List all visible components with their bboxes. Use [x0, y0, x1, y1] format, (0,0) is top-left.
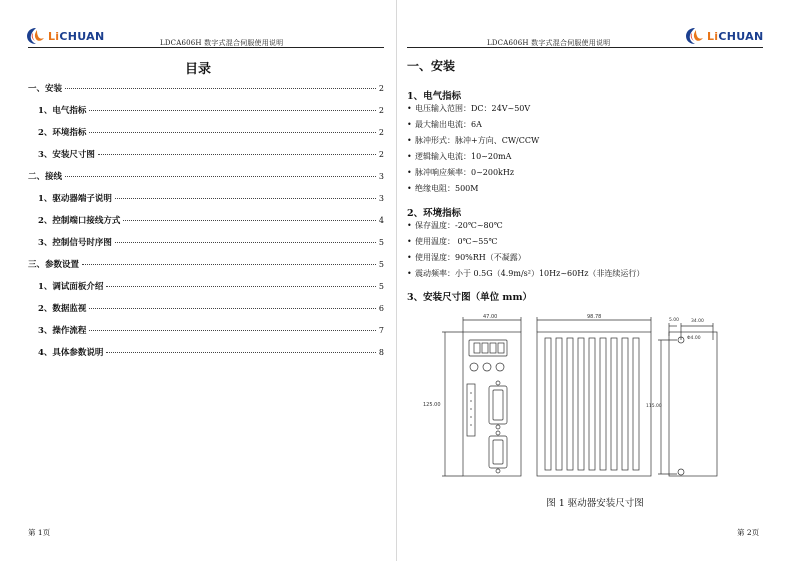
spec-item [407, 101, 539, 117]
toc-entry-label: 1、电气指标 [38, 106, 87, 116]
toc-leader-dots [115, 242, 376, 243]
toc-leader-dots [115, 198, 376, 199]
back-body-outline [669, 332, 717, 476]
heatsink-fin [578, 338, 584, 470]
spec-item-text: 逻辑输入电流：10~20mA [415, 152, 512, 161]
toc-entry[interactable] [28, 82, 384, 104]
lichuan-logo-icon [685, 27, 705, 45]
toc-entry[interactable] [28, 324, 384, 346]
toc-entry-label: 二、接线 [28, 172, 63, 182]
toc-leader-dots [65, 176, 376, 177]
subsection-environment-title: 2、环境指标 [407, 208, 462, 219]
spec-item [407, 266, 644, 282]
display-digit-4 [498, 343, 504, 353]
back-view [658, 323, 717, 476]
toc-entry-label: 一、安装 [28, 84, 63, 94]
heatsink-fin [611, 338, 617, 470]
electrical-spec-list [407, 101, 539, 197]
header-doc-title: LDCA606H 数字式混合伺服使用说明 [160, 39, 284, 47]
spec-item-text: 最大输出电流：6A [415, 120, 482, 129]
bullet-icon: • [407, 253, 412, 262]
bullet-icon: • [407, 237, 412, 246]
toc-entry-page: 4 [378, 216, 384, 225]
toc-entry-page: 5 [378, 260, 384, 269]
bullet-icon: • [407, 104, 412, 113]
back-height-label: 115.00 [646, 404, 662, 409]
page-1 [0, 0, 396, 561]
toc-entry-label: 1、驱动器端子说明 [38, 194, 112, 204]
toc-leader-dots [65, 88, 376, 89]
heatsink-fin [556, 338, 562, 470]
toc-entry[interactable] [28, 236, 384, 258]
display-digit-3 [490, 343, 496, 353]
page-2 [397, 0, 793, 561]
back-offset-label: 5.00 [669, 318, 680, 323]
bullet-icon: • [407, 136, 412, 145]
toc-entry[interactable] [28, 126, 384, 148]
front-body-outline [463, 332, 521, 476]
toc-entry-label: 2、环境指标 [38, 128, 87, 138]
header-doc-title: LDCA606H 数字式混合伺服使用说明 [487, 39, 611, 47]
side-body-outline [537, 332, 651, 476]
toc-entry-label: 3、控制信号时序图 [38, 238, 112, 248]
front-button-1 [470, 363, 478, 371]
heatsink-fin [589, 338, 595, 470]
toc-entry-page: 2 [378, 84, 384, 93]
toc-leader-dots [106, 352, 375, 353]
spec-item-text: 使用湿度：90%RH（不凝露） [415, 253, 526, 262]
logo-text-prefix: Li [48, 29, 60, 43]
toc-entry-label: 4、具体参数说明 [38, 348, 104, 358]
toc-entry-page: 5 [378, 238, 384, 247]
bullet-icon: • [407, 221, 412, 230]
brand-logo [26, 27, 104, 45]
toc-leader-dots [89, 308, 375, 309]
toc-entry-page: 3 [378, 172, 384, 181]
toc-entry[interactable] [28, 258, 384, 280]
toc-entry-page: 5 [378, 282, 384, 291]
display-digit-1 [474, 343, 480, 353]
front-button-3 [496, 363, 504, 371]
header-rule [28, 47, 384, 48]
installation-dimension-drawing [407, 312, 783, 490]
heatsink-fin [567, 338, 573, 470]
back-width-label: 34.00 [691, 319, 704, 324]
spec-item [407, 250, 644, 266]
front-button-2 [483, 363, 491, 371]
spec-item-text: 保存温度：-20℃~80℃ [415, 221, 503, 230]
front-width-label: 47.00 [483, 314, 498, 320]
bullet-icon: • [407, 120, 412, 129]
spec-item [407, 234, 644, 250]
page-number: 第 1页 [28, 528, 51, 537]
spec-item [407, 181, 539, 197]
toc-leader-dots [89, 330, 375, 331]
toc-entry-page: 3 [378, 194, 384, 203]
toc-entry-label: 三、参数设置 [28, 260, 80, 270]
db-connector-lower [489, 436, 507, 468]
toc-entry-label: 1、调试面板介绍 [38, 282, 104, 292]
toc-entry-page: 6 [378, 304, 384, 313]
hole-diameter-label: Φ4.00 [687, 336, 701, 341]
toc-entry-label: 3、操作流程 [38, 326, 87, 336]
toc-leader-dots [98, 154, 376, 155]
environment-spec-list [407, 218, 644, 282]
bullet-icon: • [407, 269, 412, 278]
bullet-icon: • [407, 168, 412, 177]
logo-text-prefix: Li [707, 29, 719, 43]
mount-hole-bottom [678, 469, 684, 475]
logo-text-suffix: CHUAN [59, 29, 105, 43]
spec-item [407, 133, 539, 149]
side-width-label: 98.78 [587, 314, 602, 320]
front-height-label: 125.00 [423, 402, 441, 408]
header-rule [407, 47, 763, 48]
subsection-electrical-title: 1、电气指标 [407, 91, 462, 102]
lichuan-logo-icon [26, 27, 46, 45]
toc-entry[interactable] [28, 280, 384, 302]
toc-leader-dots [106, 286, 375, 287]
toc-entry[interactable] [28, 170, 384, 192]
toc-leader-dots [89, 132, 375, 133]
side-view [537, 317, 651, 476]
logo-text-suffix: CHUAN [718, 29, 764, 43]
toc-entry[interactable] [28, 192, 384, 214]
spec-item-text: 使用温度： 0℃~55℃ [415, 237, 498, 246]
figure-caption: 图 1 驱动器安装尺寸图 [546, 498, 644, 509]
front-view [442, 317, 521, 476]
toc-entry-label: 2、控制端口接线方式 [38, 216, 121, 226]
toc-entry[interactable] [28, 346, 384, 368]
toc-title: 目录 [184, 62, 211, 77]
spec-item [407, 149, 539, 165]
spec-item-text: 绝缘电阻：500M [415, 184, 479, 193]
heatsink-fin [633, 338, 639, 470]
page-number: 第 2页 [737, 528, 760, 537]
spec-item-text: 电压输入范围：DC：24V~50V [415, 104, 531, 113]
heatsink-fin [622, 338, 628, 470]
spec-item-text: 震动频率：小于 0.5G（4.9m/s²）10Hz~60Hz（非连续运行） [415, 269, 645, 278]
heatsink-fin [545, 338, 551, 470]
brand-logo [685, 27, 763, 45]
spec-item [407, 218, 644, 234]
toc-entry-page: 8 [378, 348, 384, 357]
toc-entry-page: 2 [378, 106, 384, 115]
toc-entry-label: 2、数据监视 [38, 304, 87, 314]
toc-leader-dots [123, 220, 375, 221]
spec-item-text: 脉冲形式：脉冲+方向、CW/CCW [415, 136, 540, 145]
spec-item [407, 117, 539, 133]
toc-entry[interactable] [28, 214, 384, 236]
toc-leader-dots [82, 264, 376, 265]
logo-text [707, 30, 763, 43]
toc-entry[interactable] [28, 104, 384, 126]
toc-entry[interactable] [28, 148, 384, 170]
table-of-contents [28, 82, 384, 368]
toc-entry-page: 2 [378, 150, 384, 159]
heatsink-fins [545, 338, 639, 470]
spec-item [407, 165, 539, 181]
section-title: 一、安装 [407, 59, 456, 73]
heatsink-fin [600, 338, 606, 470]
toc-leader-dots [89, 110, 375, 111]
toc-entry-page: 2 [378, 128, 384, 137]
db-connector-upper [489, 386, 507, 424]
toc-entry-label: 3、安装尺寸图 [38, 150, 95, 160]
toc-entry-page: 7 [378, 326, 384, 335]
bullet-icon: • [407, 152, 412, 161]
toc-entry[interactable] [28, 302, 384, 324]
display-digit-2 [482, 343, 488, 353]
spec-item-text: 脉冲响应频率：0~200kHz [415, 168, 515, 177]
bullet-icon: • [407, 184, 412, 193]
logo-text [48, 30, 104, 43]
subsection-dimensions-title: 3、安装尺寸图（单位 mm） [407, 292, 533, 303]
